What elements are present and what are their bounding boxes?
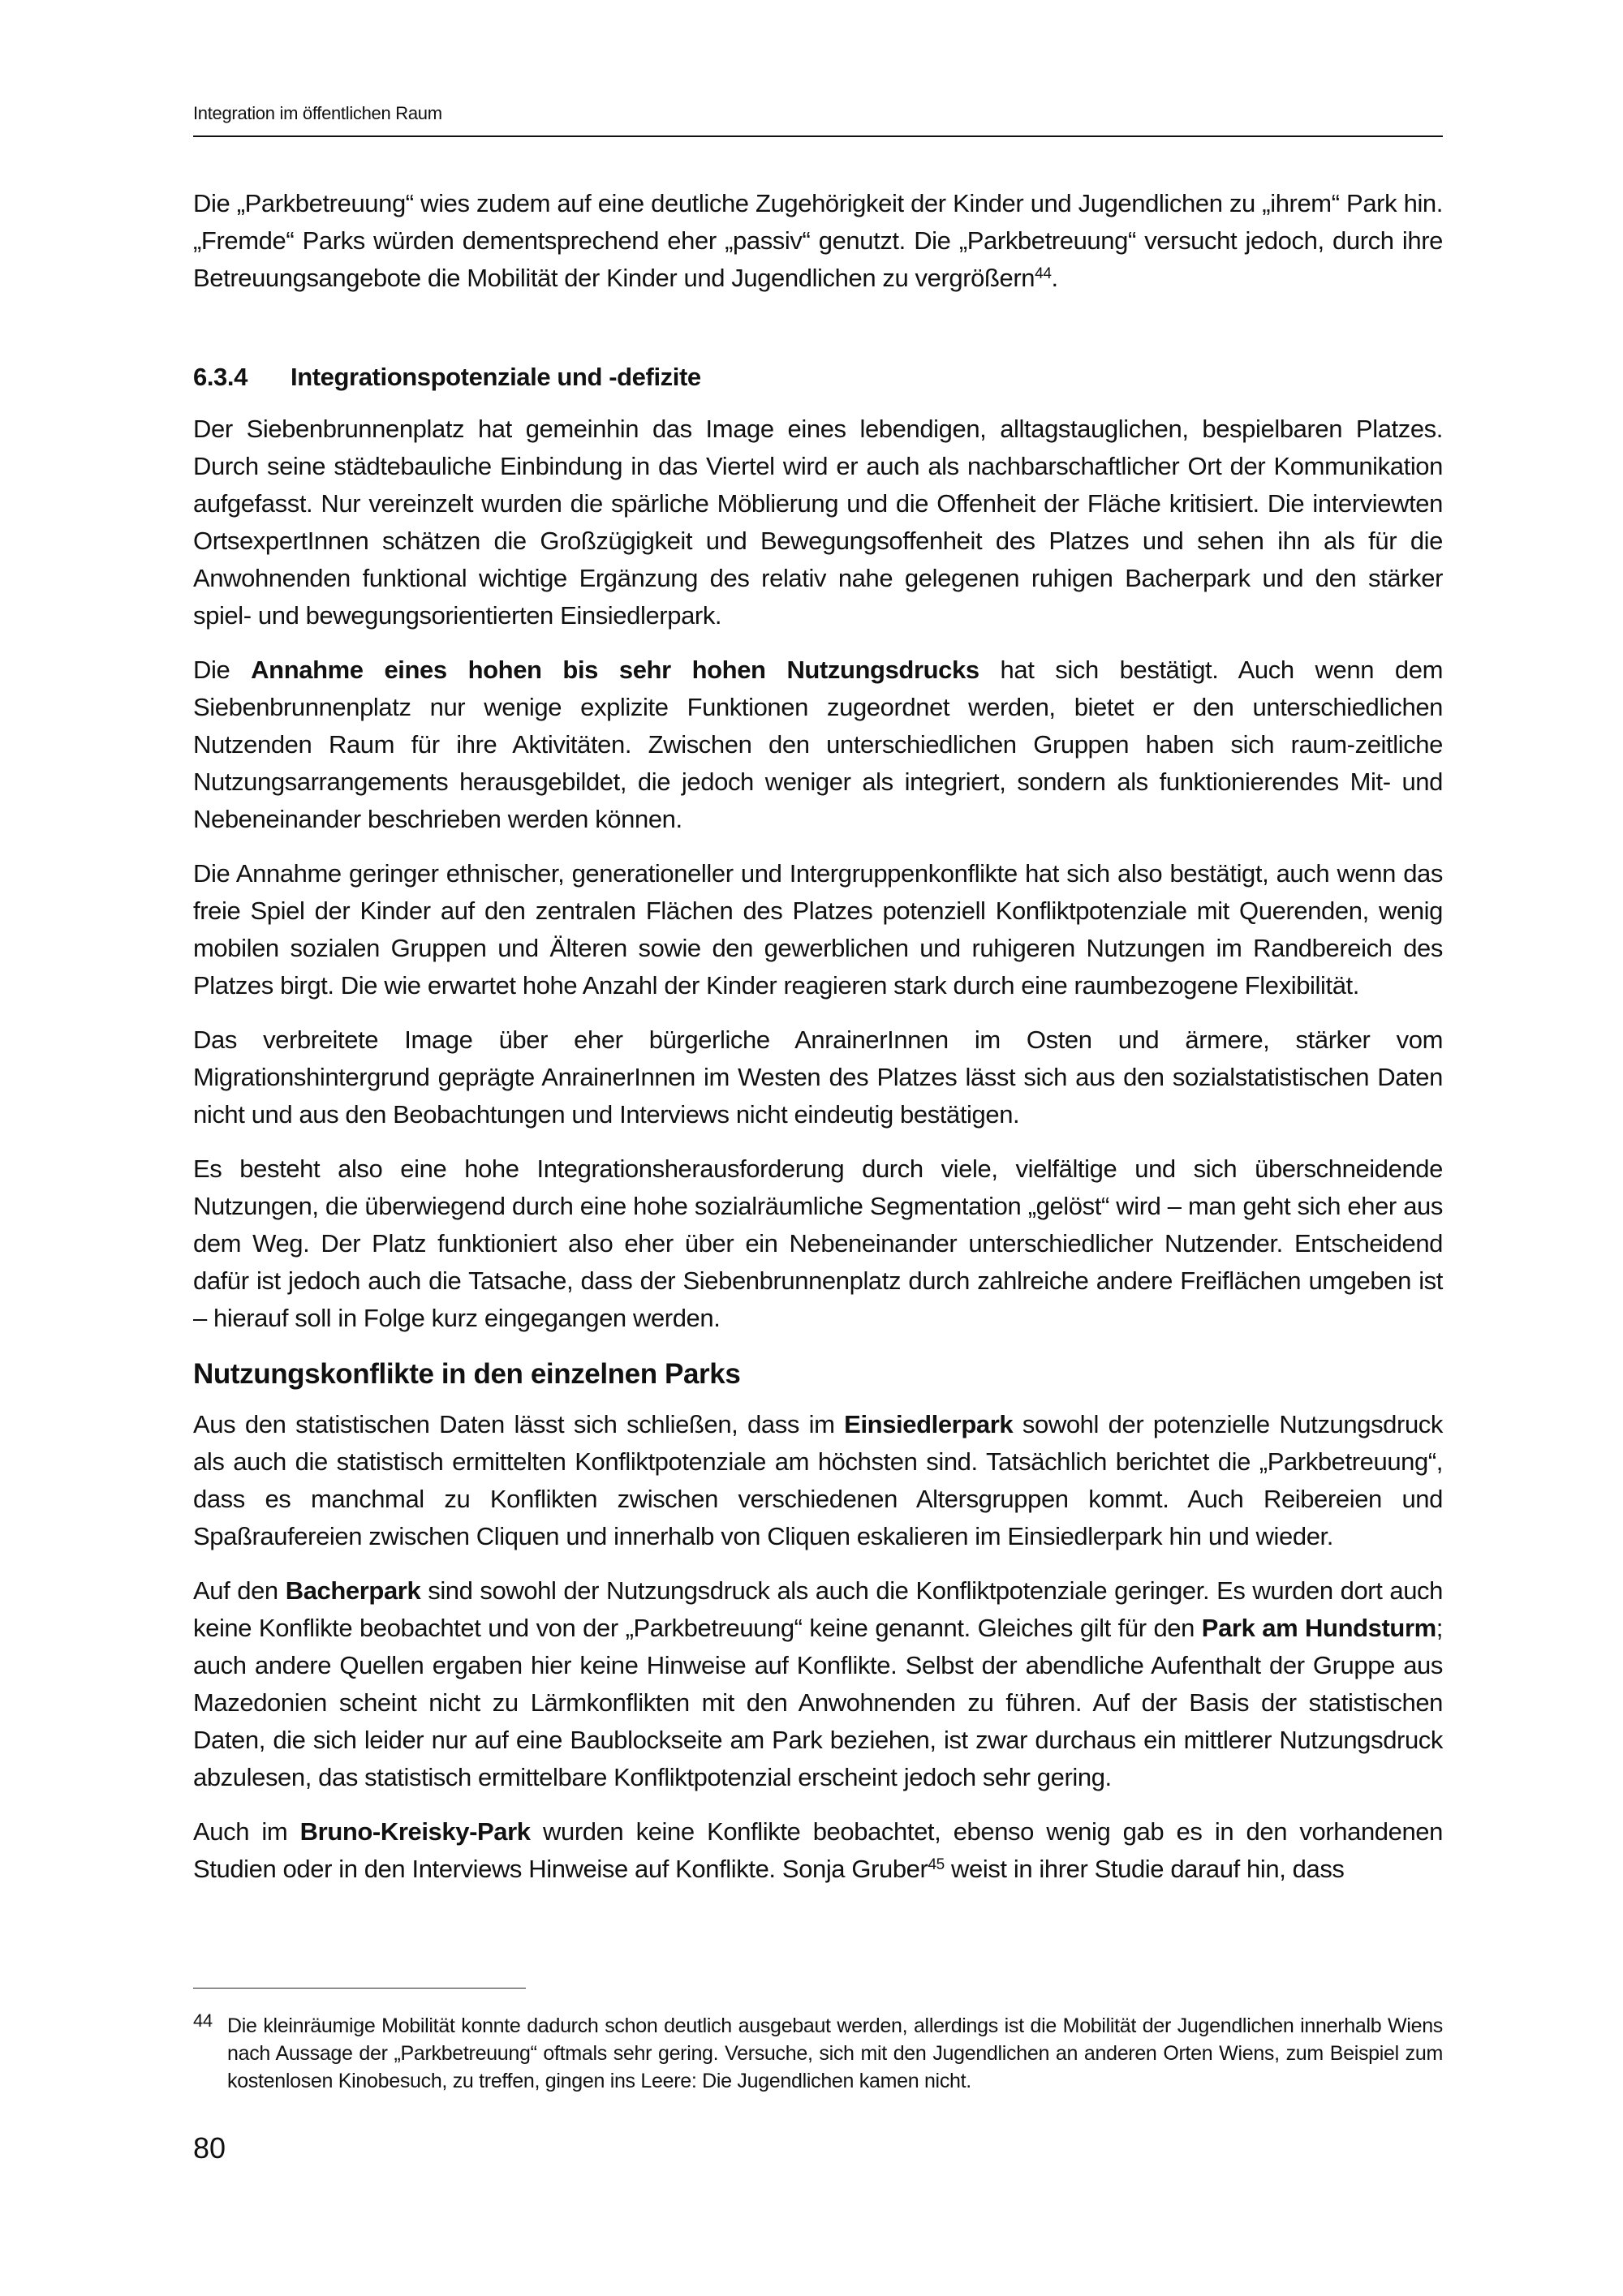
page-number: 80 [193, 2131, 226, 2165]
section-heading-634 [193, 359, 1443, 396]
bold-phrase: Park am Hundsturm [1201, 1614, 1436, 1642]
main-content [193, 185, 1443, 1905]
intro-text: Die „Parkbetreuung“ wies zudem auf eine deutliche Zugehörigkeit der Kinder und Jugendlichen zu „ihrem“ Park hin. „Fremde“ Parks würden dementsprechend eher „passiv“ genutzt. Die „Parkbetreuung“ versucht jedoch, durch ihre Betreuungsangebote die Mobilität der Kinder und Jugendlichen zu vergrößern [193, 189, 1443, 292]
bold-phrase: Bacherpark [285, 1576, 421, 1605]
bold-phrase: Einsiedlerpark [844, 1410, 1014, 1438]
footnote-ref-44[interactable]: 44 [1035, 265, 1052, 282]
header-rule [193, 135, 1443, 137]
paragraph-5: Es besteht also eine hohe Integrationsherausforderung durch viele, vielfältige und sich überschneidende Nutzungen, die überwiegend durch eine hohe sozialräumliche Segmentation „gelöst“ wird – man geht sich eher aus dem Weg. Der Platz funktioniert also eher über ein Nebeneinander unterschiedlicher Nutzender. Entscheidend dafür ist jedoch auch die Tatsache, dass der Siebenbrunnenplatz durch zahlreiche andere Freiflächen umgeben ist – hierauf soll in Folge kurz eingegangen werden. [193, 1154, 1443, 1332]
footnote-44 [193, 2012, 1443, 2095]
text-run: Die [193, 656, 252, 684]
text-run: weist in ihrer Studie darauf hin, dass [944, 1855, 1345, 1883]
paragraph-8 [193, 1813, 1443, 1888]
footnote-ref-45[interactable]: 45 [928, 1856, 945, 1873]
spacer [193, 314, 1443, 359]
paragraph-4: Das verbreitete Image über eher bürgerliche AnrainerInnen im Osten und ärmere, stärker vom Migrationshintergrund geprägte AnrainerInnen im Westen des Platzes lässt sich aus den sozialstatistischen Daten nicht und aus den Beobachtungen und Interviews nicht eindeutig bestätigen. [193, 1025, 1443, 1129]
paragraph-2 [193, 651, 1443, 838]
text-run: hat sich bestätigt. Auch wenn dem Siebenbrunnenplatz nur wenige explizite Funktionen zugeordnet werden, bietet er den unterschiedlichen Nutzenden Raum für ihre Aktivitäten. Zwischen den unterschiedlichen Gruppen haben sich raum-zeitliche Nutzungsarrangements herausgebildet, die jedoch weniger als integriert, sondern als funktionierendes Mit- und Nebeneinander beschrieben werden können. [193, 656, 1444, 833]
text-run: Auch im [193, 1817, 300, 1846]
footnote-rule [193, 1988, 526, 1989]
intro-end: . [1051, 264, 1058, 292]
bold-phrase: Annahme eines hohen bis sehr hohen Nutzungsdrucks [251, 656, 979, 684]
text-run: wurden keine Konflikte beobachtet, ebenso wenig gab es in den vorhandenen Studien oder in den Interviews Hinweise auf Konflikte. Sonja Gruber [193, 1817, 1443, 1883]
footnote-text: Die kleinräumige Mobilität konnte dadurch schon deutlich ausgebaut werden, allerdings ist die Mobilität der Jugendlichen innerhalb Wiens nach Aussage der „Parkbetreuung“ oftmals sehr gering. Versuche, sich mit den Jugendlichen an anderen Orten Wiens, zum Beispiel zum kostenlosen Kinobesuch, zu treffen, gingen ins Leere: Die Jugendlichen kamen nicht. [227, 2014, 1443, 2092]
paragraph-3: Die Annahme geringer ethnischer, generationeller und Intergruppenkonflikte hat sich also bestätigt, auch wenn das freie Spiel der Kinder auf den zentralen Flächen des Platzes potenziell Konfliktpotenziale mit Querenden, wenig mobilen sozialen Gruppen und Älteren sowie den gewerblichen und ruhigeren Nutzungen im Randbereich des Platzes birgt. Die wie erwartet hohe Anzahl der Kinder reagieren stark durch eine raumbezogene Flexibilität. [193, 859, 1443, 1000]
paragraph-1: Der Siebenbrunnenplatz hat gemeinhin das Image eines lebendigen, alltagstauglichen, bespielbaren Platzes. Durch seine städtebauliche Einbindung in das Viertel wird er auch als nachbarschaftlicher Ort der Kommunikation aufgefasst. Nur vereinzelt wurden die spärliche Möblierung und die Offenheit der Fläche kritisiert. Die interviewten OrtsexpertInnen schätzen die Großzügigkeit und Bewegungsoffenheit des Platzes und sehen ihn als für die Anwohnenden funktional wichtige Ergänzung des relativ nahe gelegenen ruhigen Bacherpark und den stärker spiel- und bewegungsorientierten Einsiedlerpark. [193, 415, 1443, 630]
paragraph-7 [193, 1572, 1443, 1796]
text-run: sind sowohl der Nutzungsdruck als auch die Konfliktpotenziale geringer. Es wurden dort auch keine Konflikte beobachtet und von der „Parkbetreuung“ keine genannt. Gleiches gilt für den [193, 1576, 1443, 1642]
section-title: Integrationspotenziale und -defizite [291, 363, 701, 391]
paragraph-6 [193, 1406, 1443, 1555]
text-run: sowohl der potenzielle Nutzungsdruck als auch die statistisch ermittelten Konfliktpotenziale am höchsten sind. Tatsächlich berichtet die „Parkbetreuung“, dass es manchmal zu Konflikten zwischen verschiedenen Altersgruppen kommt. Auch Reibereien und Spaßraufereien zwischen Cliquen und innerhalb von Cliquen eskalieren im Einsiedlerpark hin und wieder. [193, 1410, 1443, 1550]
footnote-number: 44 [193, 2010, 213, 2031]
running-header: Integration im öffentlichen Raum [193, 103, 442, 123]
text-run: Auf den [193, 1576, 286, 1605]
section-number: 6.3.4 [193, 363, 248, 391]
text-run: ; auch andere Quellen ergaben hier keine Hinweise auf Konflikte. Selbst der abendliche Aufenthalt der Gruppe aus Mazedonien scheint nicht zu Lärmkonflikten mit den Anwohnenden zu führen. Auf der Basis der statistischen Daten, die sich leider nur auf eine Baublockseite am Park beziehen, ist zwar durchaus ein mittlerer Nutzungsdruck abzulesen, das statistisch ermittelbare Konfliktpotenzial erscheint jedoch sehr gering. [193, 1614, 1443, 1791]
section-heading-nutzungskonflikte: Nutzungskonflikte in den einzelnen Parks [193, 1358, 741, 1390]
text-run: Aus den statistischen Daten lässt sich schließen, dass im [193, 1410, 845, 1438]
bold-phrase: Bruno-Kreisky-Park [299, 1817, 531, 1846]
intro-paragraph [193, 185, 1443, 297]
